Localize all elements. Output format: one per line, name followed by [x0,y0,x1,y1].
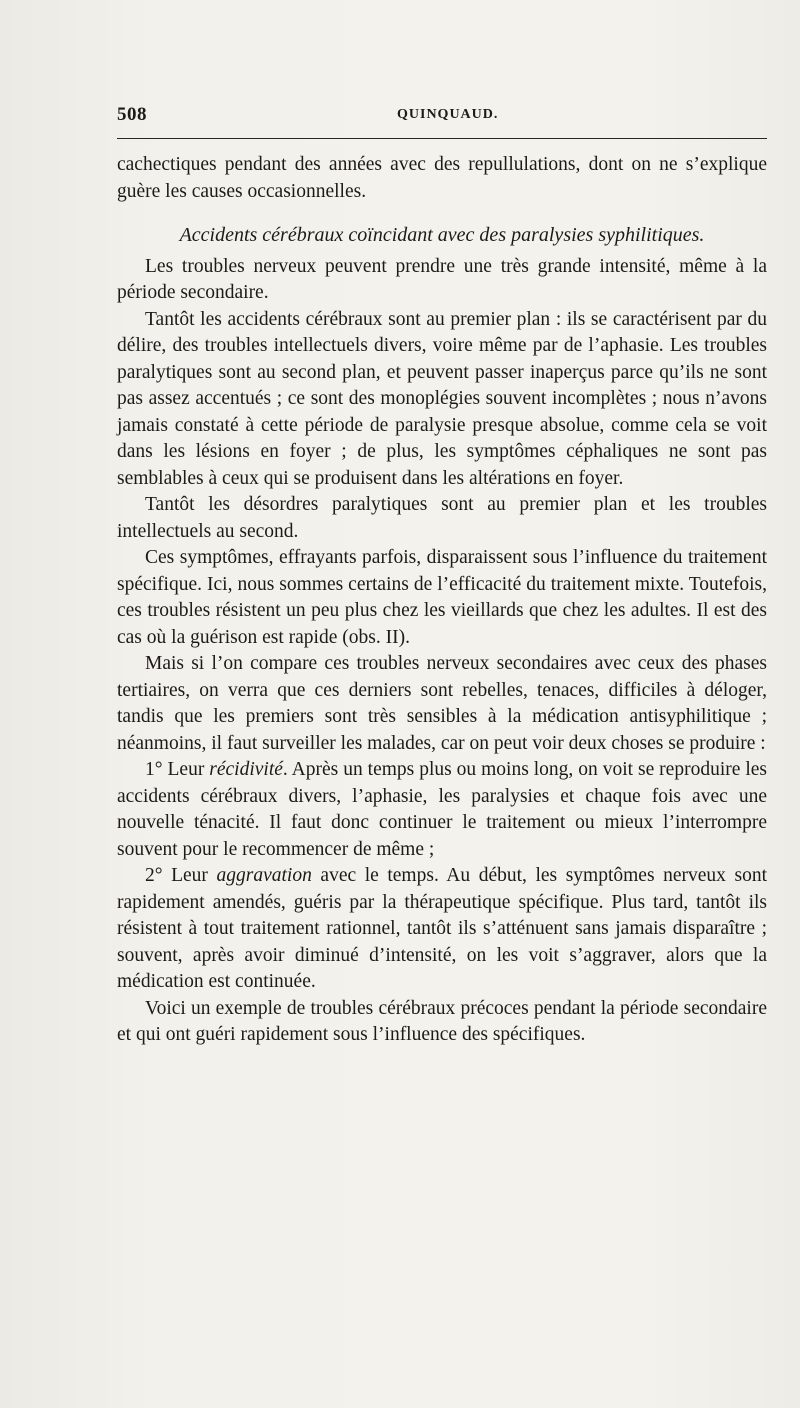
paragraph: Voici un exemple de troubles cérébraux précoces pendant la période secondaire et qui ont guéri rapidement sous l’influence des spécifiques. [117,997,767,1045]
paragraph: Mais si l’on compare ces troubles nerveux secondaires avec ceux des phases tertiaires, on verra que ces derniers sont rebelles, tenaces, difficiles à déloger, tandis que les premiers sont très sensibles à la médication antisyphilitique ; néanmoins, il faut surveiller les malades, car on peut voir deux choses se produire : [117,653,767,754]
paragraph-aggravation [117,863,767,996]
list-marker-1: 1° Leur [145,759,210,780]
body-text [117,152,767,1049]
paragraph-rest: . Après un temps plus ou moins long, on voit se reproduire les accidents cérébraux divers, l’aphasie, les paralysies et chaque fois avec une nouvelle ténacité. Il faut donc continuer le traitement ou mieux l’interrompre souvent pour le recommencer de même ; [117,759,768,860]
paragraph: Tantôt les désordres paralytiques sont au premier plan et les troubles intellectuels au second. [117,494,767,542]
paragraph: Les troubles nerveux peuvent prendre une très grande intensité, même à la période secondaire. [117,255,767,303]
paragraph: Tantôt les accidents cérébraux sont au premier plan : ils se caractérisent par du délire, des troubles intellectuels divers, voire même par de l’aphasie. Les troubles paralytiques sont au second plan, et peuvent passer inaperçus parce qu’ils ne sont pas assez accentués ; ce sont des monoplégies souvent incomplètes ; nous n’avons jamais constaté à cette période de paralysie presque absolue, comme cela se voit dans les lésions en foyer ; de plus, les symptômes céphaliques ne sont pas semblables à ceux qui se produisent dans les altérations en foyer. [117,308,767,489]
paragraph-recidivite [117,757,767,863]
header-rule [117,138,767,139]
list-marker-2: 2° Leur [145,865,217,886]
term-recidivite: récidivité [209,759,283,780]
paragraph-continuation: cachectiques pendant des années avec des repullulations, dont on ne s’explique guère les causes occasionnelles. [117,154,767,202]
paragraph: Ces symptômes, effrayants parfois, disparaissent sous l’influence du traitement spécifique. Ici, nous sommes certains de l’efficacité du traitement mixte. Toutefois, ces troubles résistent un peu plus chez les vieillards que chez les adultes. Il est des cas où la guérison est rapide (obs. II). [117,547,767,648]
page-number: 508 [117,104,147,125]
paragraph-rest: avec le temps. Au début, les symptômes nerveux sont rapidement amendés, guéris par la thérapeutique spécifique. Plus tard, tantôt ils résistent à tout traitement rationnel, tantôt ils s’atténuent sans jamais disparaître ; souvent, après avoir diminué d’intensité, on les voit s’aggraver, alors que la médication est continuée. [117,865,768,992]
running-head: QUINQUAUD. [397,107,499,122]
section-heading: Accidents cérébraux coïncidant avec des paralysies syphilitiques. [179,224,705,246]
page-header [117,104,765,128]
term-aggravation: aggravation [216,865,312,886]
